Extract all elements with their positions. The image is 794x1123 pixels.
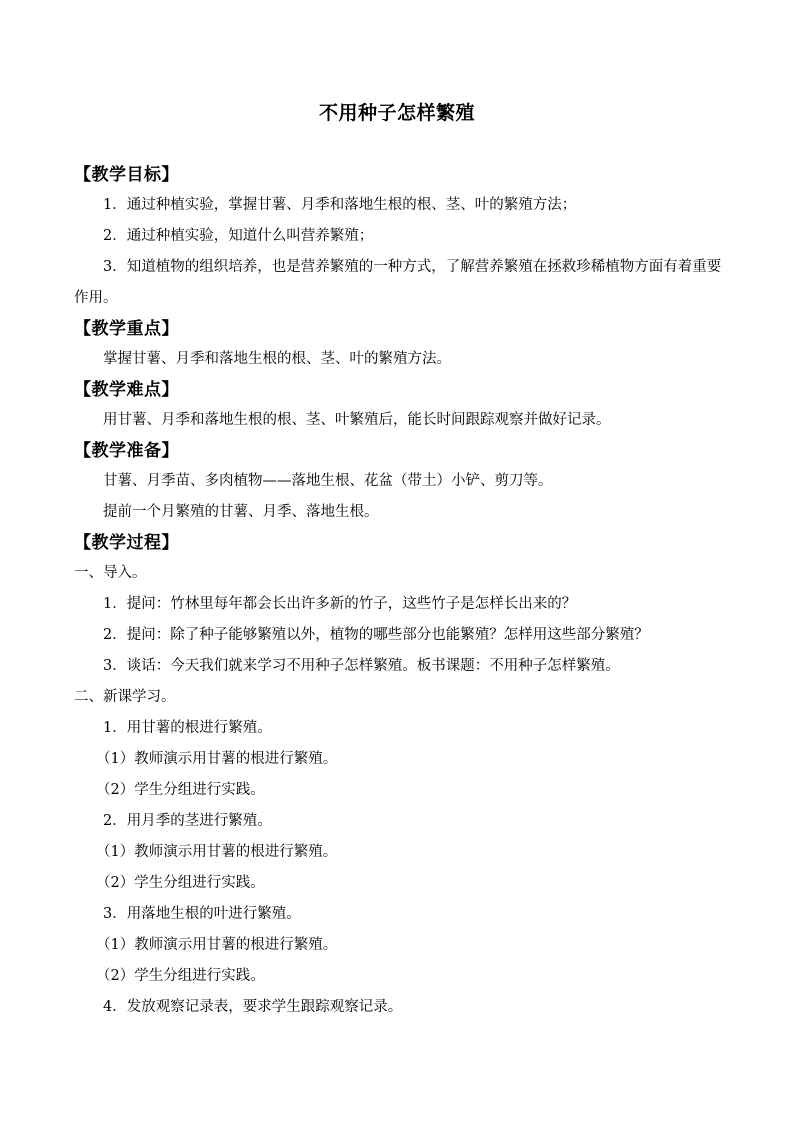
preparation-item: 甘薯、月季苗、多肉植物——落地生根、花盆（带土）小铲、剪刀等。 [103, 473, 553, 489]
process-step: 2．用月季的茎进行繁殖。 [103, 813, 272, 829]
process-substep: （1）教师演示用甘薯的根进行繁殖。 [96, 937, 338, 953]
process-item: 3．谈话：今天我们就来学习不用种子怎样繁殖。板书课题：不用种子怎样繁殖。 [103, 658, 620, 674]
process-item: 2．提问：除了种子能够繁殖以外，植物的哪些部分也能繁殖？怎样用这些部分繁殖？ [103, 627, 649, 643]
process-step: 4．发放观察记录表，要求学生跟踪观察记录。 [103, 999, 403, 1015]
process-substep: （1）教师演示用甘薯的根进行繁殖。 [96, 751, 338, 767]
goal-item: 3．知道植物的组织培养，也是营养繁殖的一种方式，了解营养繁殖在拯救珍稀植物方面有着重要作用。 [74, 259, 722, 306]
section-heading-goals: 【教学目标】 [74, 165, 179, 185]
process-substep: （2）学生分组进行实践。 [96, 875, 265, 891]
process-step: 3．用落地生根的叶进行繁殖。 [103, 906, 301, 922]
process-part-label: 二、新课学习。 [74, 689, 176, 705]
section-heading-difficulties: 【教学难点】 [74, 380, 179, 400]
section-heading-preparation: 【教学准备】 [74, 441, 179, 461]
process-step: 1．用甘薯的根进行繁殖。 [103, 720, 272, 736]
goal-item: 2．通过种植实验，知道什么叫营养繁殖； [103, 228, 374, 244]
process-substep: （2）学生分组进行实践。 [96, 968, 265, 984]
difficulties-text: 用甘薯、月季和落地生根的根、茎、叶繁殖后，能长时间跟踪观察并做好记录。 [103, 412, 611, 428]
document-title: 不用种子怎样繁殖 [318, 102, 475, 124]
process-item: 1．提问：竹林里每年都会长出许多新的竹子，这些竹子是怎样长出来的？ [103, 596, 577, 612]
process-substep: （1）教师演示用甘薯的根进行繁殖。 [96, 844, 338, 860]
section-heading-key-points: 【教学重点】 [74, 319, 179, 339]
key-points-text: 掌握甘薯、月季和落地生根的根、茎、叶的繁殖方法。 [103, 351, 451, 367]
preparation-item: 提前一个月繁殖的甘薯、月季、落地生根。 [103, 504, 379, 520]
process-part-label: 一、导入。 [74, 565, 147, 581]
goal-item: 1．通过种植实验，掌握甘薯、月季和落地生根的根、茎、叶的繁殖方法； [103, 197, 577, 213]
section-heading-process: 【教学过程】 [74, 533, 179, 553]
document-body [74, 160, 734, 1023]
process-substep: （2）学生分组进行实践。 [96, 782, 265, 798]
